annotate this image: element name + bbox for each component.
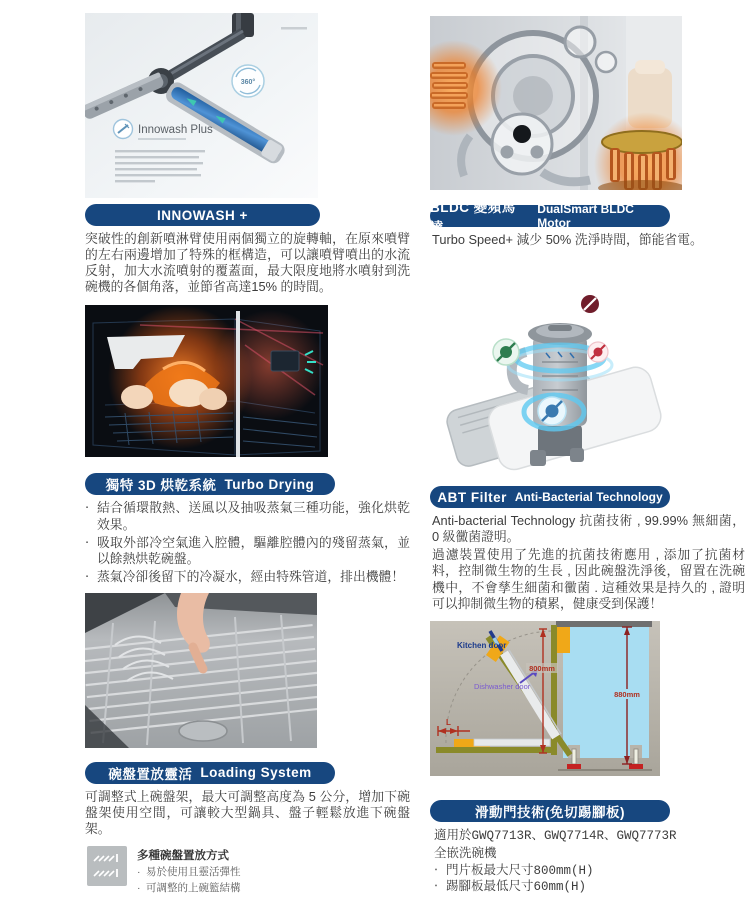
bacteria-icon-green bbox=[493, 339, 519, 365]
rack-feature-bullets bbox=[137, 865, 241, 895]
heading-turbo-drying-en: Turbo Drying bbox=[224, 476, 315, 492]
heading-sliding-door-label: 滑動門技術(免切踢腳板) bbox=[475, 804, 625, 820]
abt-description-2: 過濾裝置使用了先進的抗菌技術應用 , 添加了抗菌材料，控制微生物的生長 , 因此碗盤洗淨後，留置在洗碗機中，不會孳生細菌和黴菌 . 這種效果是持久的 , 證明可以抑制微生物的積累，健康受到保護！ bbox=[432, 547, 745, 611]
innowash-description: 突破性的創新噴淋臂使用兩個獨立的旋轉軸，在原來噴臂的左右兩邊增加了特殊的框構造，可以讓噴臂噴出的水流反射，加大水流噴射的覆蓋面，最大限度地將水噴射到洗碗機的各個角落，並節省高達15% 的時間。 bbox=[85, 231, 410, 295]
heading-bldc bbox=[430, 200, 670, 235]
loading-rack-image bbox=[85, 593, 317, 748]
turbo-drying-image bbox=[85, 305, 328, 457]
dishwasher-door-label: Dishwasher door bbox=[474, 681, 531, 691]
rack-feature bbox=[87, 846, 410, 895]
kitchen-door-label: Kitchen door bbox=[457, 640, 507, 650]
door-bullet-1: ‧ 門片板最大尺寸800mm(H) bbox=[434, 864, 745, 880]
dim-800mm-label: 800mm bbox=[529, 663, 555, 673]
heading-abt-filter bbox=[430, 486, 670, 508]
abt-filter-image bbox=[430, 292, 682, 478]
abt-description-1: Anti-bacterial Technology 抗菌技術 , 99.99% 無細菌，0 級黴菌證明。 bbox=[432, 513, 745, 545]
drying-bullet-2: ‧ 吸取外部冷空氣進入腔體，驅離腔體內的殘留蒸氣，並以餘熱烘乾碗盤。 bbox=[85, 535, 410, 567]
watermark-text bbox=[281, 27, 307, 30]
rack-feature-bullet-1: · 易於使用且靈活彈性 bbox=[137, 865, 241, 880]
heading-loading-en: Loading System bbox=[200, 765, 312, 781]
heading-innowash-label: INNOWASH + bbox=[157, 207, 248, 223]
drying-bullet-3: ‧ 蒸氣冷卻後留下的冷凝水，經由特殊管道，排出機體！ bbox=[85, 569, 410, 585]
sliding-door-text bbox=[434, 827, 745, 896]
innowash-spray-arm-image bbox=[85, 13, 318, 198]
rack-feature-title: 多種碗盤置放方式 bbox=[137, 850, 229, 863]
badge-360 bbox=[232, 65, 264, 97]
drying-bullet-1: ‧ 結合循環散熱、送風以及抽吸蒸氣三種功能，強化烘乾效果。 bbox=[85, 500, 410, 532]
left-column bbox=[85, 0, 410, 896]
turbo-drying-bullets bbox=[85, 500, 410, 585]
door-type-line: 全嵌洗碗機 bbox=[434, 846, 497, 861]
bldc-motor-image bbox=[430, 16, 682, 190]
heading-turbo-drying-zh: 獨特 3D 烘乾系統 bbox=[105, 478, 217, 494]
heading-turbo-drying bbox=[85, 473, 335, 495]
door-models-line: 適用於GWQ7713R、GWQ7714R、GWQ7773R bbox=[434, 828, 677, 843]
heading-loading-zh: 碗盤置放靈活 bbox=[108, 766, 193, 782]
heading-loading-system bbox=[85, 762, 335, 784]
right-column bbox=[430, 0, 745, 896]
bacteria-icon-darkred bbox=[581, 295, 599, 313]
heading-innowash bbox=[85, 204, 320, 226]
rack-feature-bullet-2: · 可調整的上碗籃結構 bbox=[137, 881, 241, 896]
heading-bldc-en: DualSmart BLDC Motor bbox=[537, 202, 634, 230]
bldc-description: Turbo Speed+ 減少 50% 洗淨時間，節能省電。 bbox=[432, 232, 703, 247]
heading-abt-en: ABT Filter bbox=[437, 489, 507, 505]
bacteria-icon-red bbox=[588, 342, 608, 362]
heading-abt-sub: Anti-Bacterial Technology bbox=[514, 490, 663, 505]
loading-description: 可調整式上碗盤架，最大可調整高度為 5 公分，增加下碗盤架使用空間，可讓較大型鍋具、盤子輕鬆放進下碗盤架。 bbox=[85, 788, 410, 837]
bacteria-icon-blue bbox=[538, 397, 566, 425]
heading-sliding-door bbox=[430, 800, 670, 822]
door-bullet-2: ‧ 踢腳板最低尺寸60mm(H) bbox=[434, 880, 745, 896]
rack-icon bbox=[87, 846, 127, 891]
sliding-door-diagram bbox=[430, 621, 660, 776]
dim-l-label: L bbox=[446, 717, 451, 727]
dim-880mm-label: 880mm bbox=[614, 689, 640, 699]
badge-360-label: 360° bbox=[240, 79, 256, 86]
heading-bldc-zh: BLDC 變頻馬達 bbox=[430, 200, 516, 235]
innowash-plus-label: Innowash Plus bbox=[138, 124, 213, 136]
